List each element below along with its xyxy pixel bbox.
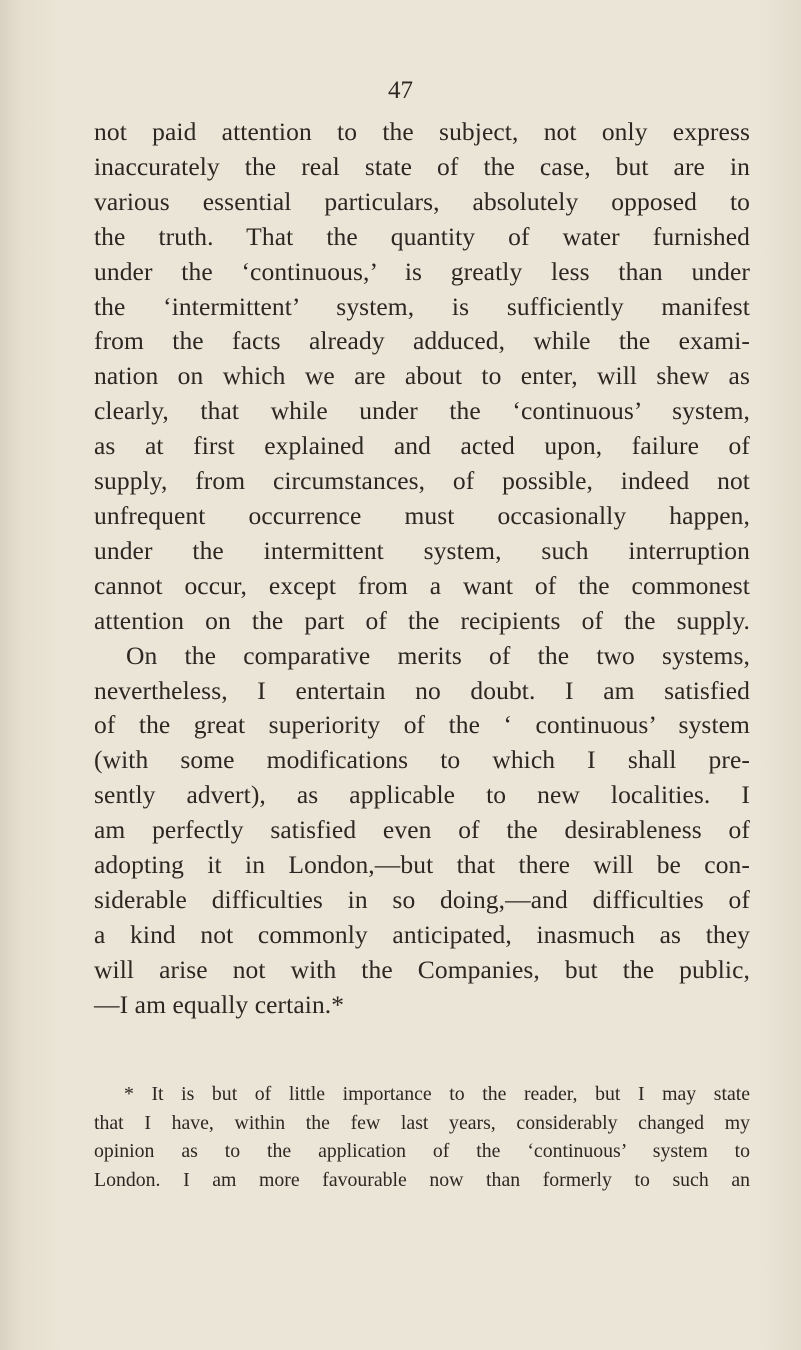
text-line: from the facts already adduced, while the exami-	[94, 326, 750, 356]
text-line: siderable difficulties in so doing,—and difficulties of	[94, 884, 750, 914]
text-line: inaccurately the real state of the case, but are in	[94, 151, 750, 181]
text-line: cannot occur, except from a want of the commonest	[94, 570, 750, 600]
text-line: a kind not commonly anticipated, inasmuch as they	[94, 919, 750, 949]
text-line: adopting it in London,—but that there will be con-	[94, 850, 750, 880]
text-line: the ‘intermittent’ system, is sufficiently manifest	[94, 291, 750, 321]
footnote-line: * It is but of little importance to the reader, but I may state	[124, 1083, 750, 1105]
text-line: the truth. That the quantity of water furnished	[94, 221, 750, 251]
text-line: under the ‘continuous,’ is greatly less than under	[94, 256, 750, 286]
text-line: clearly, that while under the ‘continuous’ system,	[94, 396, 750, 426]
text-line: will arise not with the Companies, but the public,	[94, 954, 750, 984]
text-line: am perfectly satisfied even of the desirableness of	[94, 815, 750, 845]
text-line: (with some modifications to which I shall pre-	[94, 745, 750, 775]
body-text	[94, 115, 750, 1023]
footnote-line: London. I am more favourable now than formerly to such an	[94, 1168, 750, 1191]
text-line: nevertheless, I entertain no doubt. I am satisfied	[94, 675, 750, 705]
text-line: —I am equally certain.*	[94, 989, 345, 1019]
text-line: supply, from circumstances, of possible, indeed not	[94, 466, 750, 496]
text-line: sently advert), as applicable to new localities. I	[94, 780, 750, 810]
text-line: as at first explained and acted upon, failure of	[94, 431, 750, 461]
text-line: various essential particulars, absolutely opposed to	[94, 186, 750, 216]
footnote-line: that I have, within the few last years, considerably changed my	[94, 1111, 750, 1134]
page-number: 47	[388, 77, 413, 104]
footnote	[94, 1080, 750, 1194]
text-line: of the great superiority of the ‘ continuous’ system	[94, 710, 750, 740]
paragraph-start-line: On the comparative merits of the two systems,	[126, 640, 750, 670]
text-line: under the intermittent system, such interruption	[94, 535, 750, 565]
text-line: unfrequent occurrence must occasionally happen,	[94, 500, 750, 530]
text-line: not paid attention to the subject, not only express	[94, 117, 750, 146]
text-line: nation on which we are about to enter, will shew as	[94, 361, 750, 391]
text-line: attention on the part of the recipients of the supply.	[94, 605, 750, 635]
footnote-line: opinion as to the application of the ‘continuous’ system to	[94, 1140, 750, 1162]
